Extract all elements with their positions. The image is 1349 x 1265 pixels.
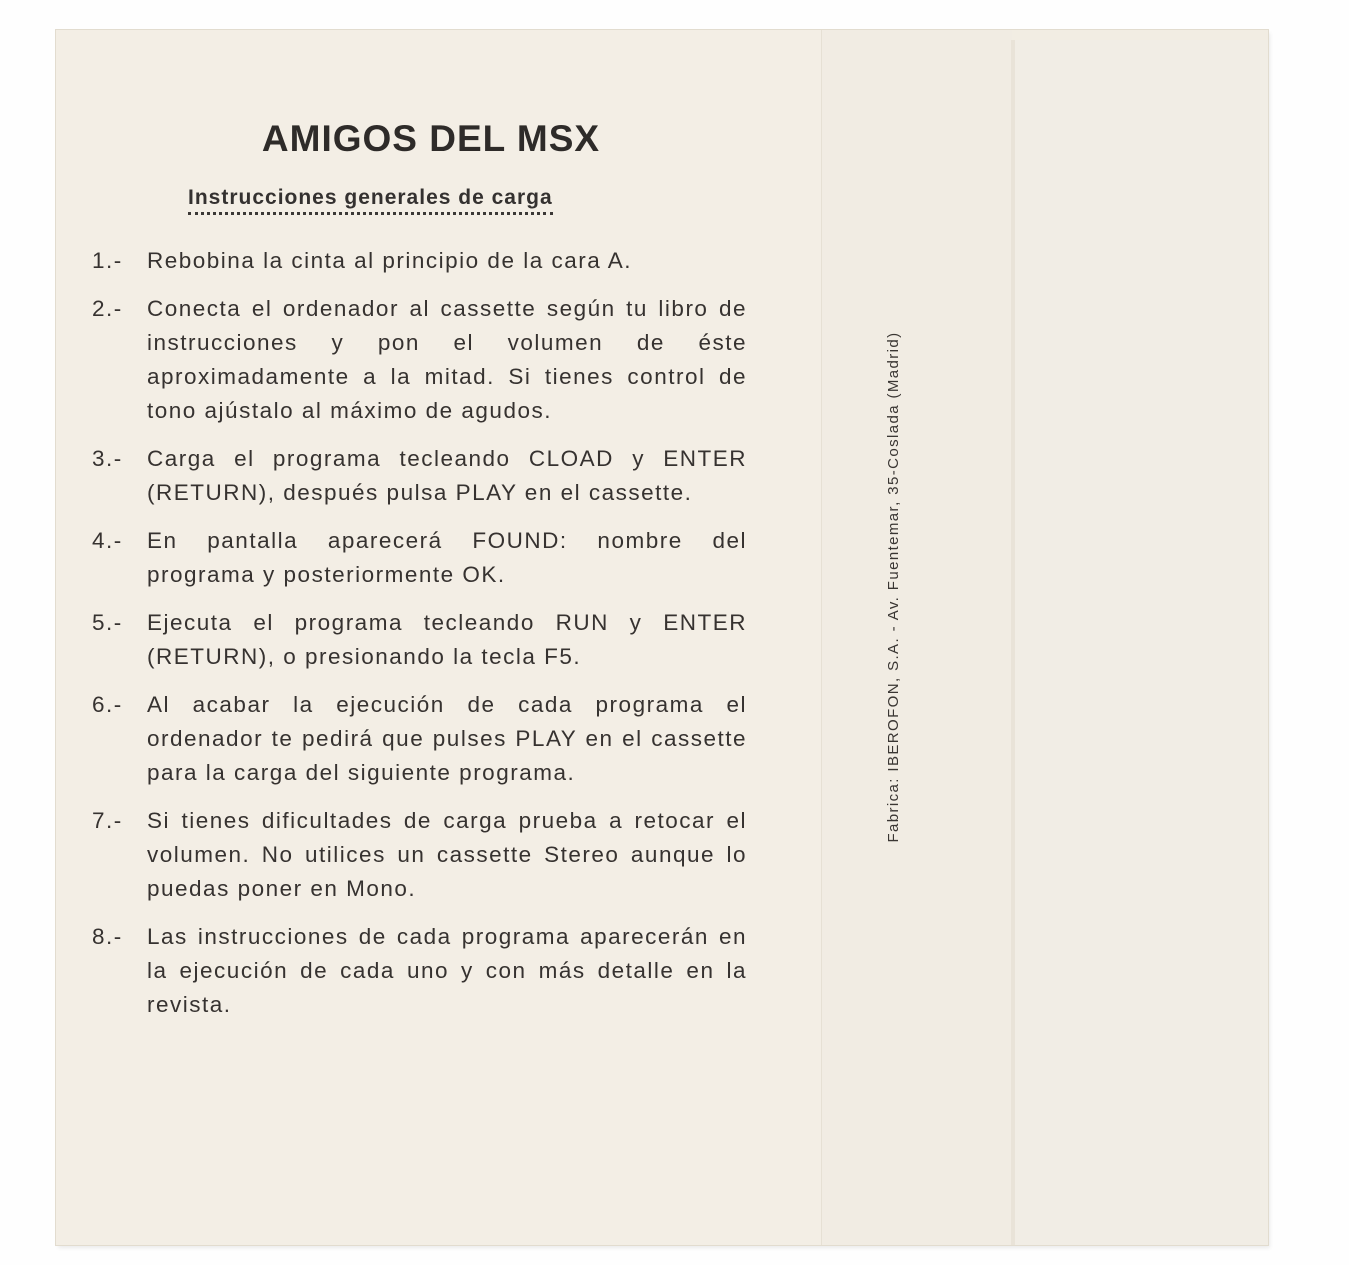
step-number: 2.-: [92, 296, 123, 321]
step-number: 8.-: [92, 924, 123, 949]
list-item: [92, 524, 747, 592]
inlay-card: [56, 30, 1268, 1245]
list-item: [92, 292, 747, 428]
step-text: Ejecuta el programa tecleando RUN y ENTER (RETURN), o presionando la tecla F5.: [147, 610, 747, 669]
list-item: [92, 442, 747, 510]
manufacturer-credit: Fabrica: IBEROFON, S.A. - Av. Fuentemar, 35-Coslada (Madrid): [885, 331, 902, 843]
step-text: Al acabar la ejecución de cada programa el ordenador te pedirá que pulses PLAY en el cassette para la carga del siguiente programa.: [147, 692, 747, 785]
step-number: 5.-: [92, 610, 123, 635]
list-item: [92, 920, 747, 1022]
step-text: En pantalla aparecerá FOUND: nombre del programa y posteriormente OK.: [147, 528, 747, 587]
spine-panel: [821, 30, 1012, 1245]
back-flap: [1015, 40, 1268, 1245]
list-item: [92, 688, 747, 790]
step-text: Las instrucciones de cada programa aparecerán en la ejecución de cada uno y con más detalle en la revista.: [147, 924, 747, 1017]
step-text: Carga el programa tecleando CLOAD y ENTER (RETURN), después pulsa PLAY en el cassette.: [147, 446, 747, 505]
step-number: 3.-: [92, 446, 123, 471]
step-text: Rebobina la cinta al principio de la cara A.: [147, 248, 633, 273]
list-item: [92, 804, 747, 906]
subtitle: Instrucciones generales de carga: [188, 186, 553, 215]
page-title: AMIGOS DEL MSX: [261, 118, 601, 159]
step-text: Conecta el ordenador al cassette según tu libro de instrucciones y pon el volumen de éste aproximadamente a la mitad. Si tienes control de tono ajústalo al máximo de agudos.: [147, 296, 747, 423]
step-number: 1.-: [92, 248, 123, 273]
step-text: Si tienes dificultades de carga prueba a retocar el volumen. No utilices un cassette Stereo aunque lo puedas poner en Mono.: [147, 808, 747, 901]
instruction-list: [92, 244, 747, 1022]
step-number: 6.-: [92, 692, 123, 717]
step-number: 7.-: [92, 808, 123, 833]
instructions-panel: [56, 30, 821, 1245]
list-item: [92, 606, 747, 674]
list-item: [92, 244, 747, 278]
step-number: 4.-: [92, 528, 123, 553]
